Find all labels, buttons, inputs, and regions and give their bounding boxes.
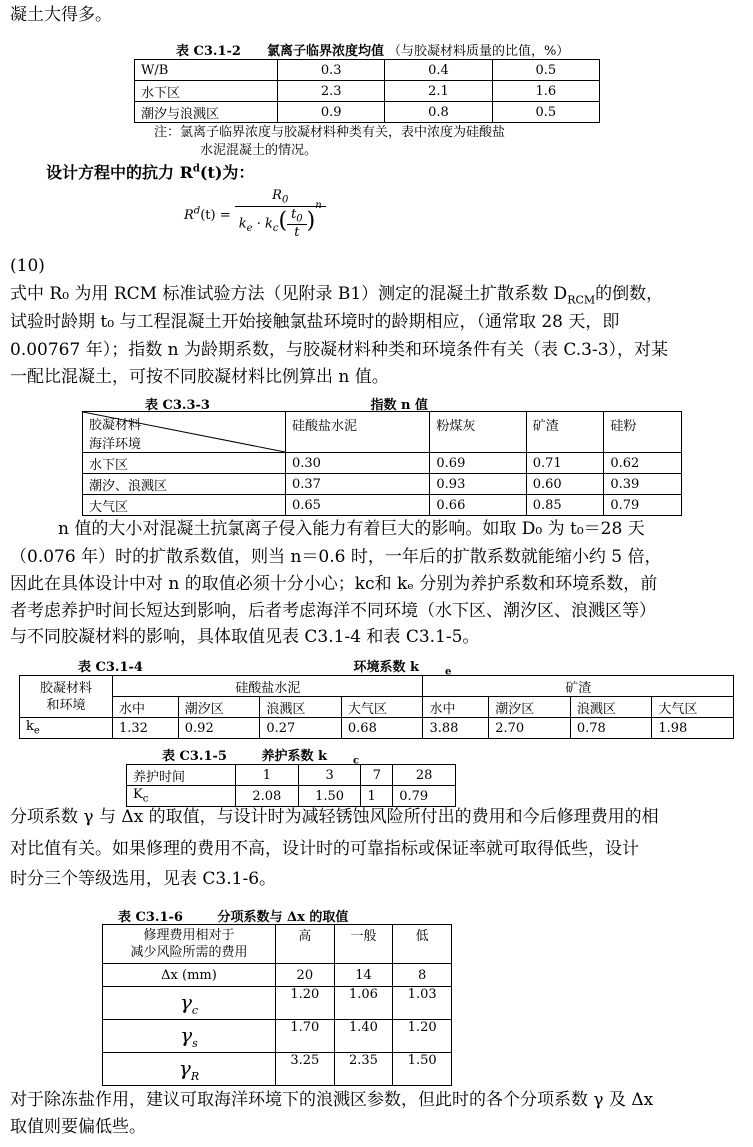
table-header-cell: 硅粉: [604, 412, 682, 453]
table-row-label: Δx (mm): [103, 964, 276, 987]
table-row-label-text: k: [26, 719, 34, 735]
gamma-subscript: s: [192, 1036, 198, 1050]
table-row: [135, 81, 600, 102]
table-cell: 0.4: [385, 60, 492, 81]
resistance-heading-sup: d: [192, 163, 200, 175]
resistance-formula: [184, 188, 326, 240]
table-row-label: [103, 1053, 276, 1086]
table-c314-number: 表 C3.1-4: [78, 660, 143, 675]
table-cell: 1: [236, 765, 299, 786]
formula-ratio-num: t: [291, 206, 297, 222]
table-group-header: 矿渣: [423, 676, 734, 697]
table-group-header: 硅酸盐水泥: [113, 676, 423, 697]
formula-exponent: n: [315, 199, 322, 211]
table-cell: 潮汐与浪溅区: [135, 102, 278, 123]
table-cell: 0.71: [526, 453, 604, 474]
intro-line: 凝土大得多。: [10, 5, 112, 25]
table-cell: 1.32: [113, 718, 179, 739]
table-cell: 1.03: [393, 987, 452, 1020]
table-cell: 1.20: [276, 987, 335, 1020]
table-c312-number: 表 C3.1-2: [176, 44, 241, 59]
table-subheader-cell: 潮汐区: [489, 697, 571, 718]
formula-ke-sub: e: [246, 222, 253, 234]
table-cell: 2.08: [236, 786, 299, 807]
table-cell: 1.98: [652, 718, 734, 739]
table-c315-number: 表 C3.1-5: [162, 749, 227, 764]
table-cell: 大气区: [83, 495, 286, 516]
table-c312-note-2: 水泥混凝土的情况。: [200, 143, 318, 158]
table-c333: [82, 411, 682, 516]
table-cell: 8: [393, 964, 452, 987]
gamma-symbol: γ: [180, 1022, 193, 1047]
table-cell: 14: [334, 964, 393, 987]
table-row-label: 养护时间: [127, 765, 236, 786]
table-c316-title: 分项系数与 Δx 的取值: [217, 910, 349, 925]
table-cell: 3: [298, 765, 361, 786]
table-subheader-cell: 潮汐区: [178, 697, 260, 718]
formula-lhs-sup: d: [193, 205, 201, 217]
table-cell: 0.62: [604, 453, 682, 474]
table-cell: 28: [393, 765, 456, 786]
gamma-symbol: γ: [179, 989, 192, 1014]
table-c333-number: 表 C3.3-3: [145, 398, 210, 413]
para2-line-4: 者考虑养护时间长短达到影响，后者考虑海洋不同环境（水下区、潮汐区、浪溅区等）: [10, 601, 656, 621]
table-cell: 潮汐、浪溅区: [83, 474, 286, 495]
para3-line-3: 时分三个等级选用，见表 C3.1-6。: [10, 869, 277, 889]
formula-ratio: [287, 207, 307, 241]
formula-fraction: $R_0$ $k_e \cdot k_c$( $\frac{t_0}{t}$ )$^n$: [235, 188, 326, 240]
table-cell: 1: [361, 786, 393, 807]
table-subheader-cell: 浪溅区: [570, 697, 652, 718]
table-level-cell: 一般: [334, 925, 393, 964]
formula-numerator: R: [272, 188, 282, 203]
table-row: [83, 453, 682, 474]
table-subheader-cell: 水中: [113, 697, 179, 718]
table-row-label: [103, 1020, 276, 1053]
table-row: [103, 987, 452, 1020]
table-header-cell: 硅酸盐水泥: [286, 412, 430, 453]
table-row-label: [20, 718, 113, 739]
formula-ratio-num-sub: 0: [296, 213, 303, 225]
table-subheader-cell: 水中: [423, 697, 489, 718]
table-corner-top: 胶凝材料: [89, 418, 142, 433]
table-cell: 3.88: [423, 718, 489, 739]
table-row: [103, 1053, 452, 1086]
table-cell: 0.68: [341, 718, 423, 739]
table-cell: 2.70: [489, 718, 571, 739]
para3-line-1: 分项系数 γ 与 Δx 的取值，与设计时为减轻锈蚀风险所付出的费用和今后修理费用的相: [10, 807, 659, 827]
table-cell: 0.93: [430, 474, 526, 495]
table-cell: 2.35: [334, 1053, 393, 1086]
table-row: [103, 1020, 452, 1053]
table-c314-title: [353, 660, 452, 678]
formula-lhs: R: [184, 207, 194, 223]
table-row-label-text: K: [133, 787, 143, 803]
table-left-header-top: 胶凝材料: [39, 680, 92, 696]
gamma-subscript: c: [191, 1003, 199, 1017]
table-row-label: [103, 987, 276, 1020]
para1-line-3: 0.00767 年）；指数 n 为龄期系数，与胶凝材料种类和环境条件有关（表 C.3-3），对某: [10, 340, 669, 360]
table-cell: 0.69: [430, 453, 526, 474]
table-cell: 0.5: [492, 60, 599, 81]
table-cell: 3.25: [276, 1053, 335, 1086]
table-c312: [134, 59, 600, 123]
table-cell: 2.1: [385, 81, 492, 102]
table-c333-title: 指数 n 值: [370, 398, 428, 413]
para1-line-4: 一配比混凝土，可按不同胶凝材料比例算出 n 值。: [10, 367, 389, 387]
table-row: [127, 765, 456, 786]
para2-line-2: （0.076 年）时的扩散系数值，则当 n＝0.6 时，一年后的扩散系数就能缩小约 5 倍，: [10, 547, 662, 567]
table-row: [83, 495, 682, 516]
table-cell: 0.66: [430, 495, 526, 516]
table-cell: 0.60: [526, 474, 604, 495]
para1-line-2: 试验时龄期 t₀ 与工程混凝土开始接触氯盐环境时的龄期相应，（通常取 28 天，即: [10, 312, 620, 332]
table-subheader-cell: 浪溅区: [260, 697, 342, 718]
table-row: [103, 964, 452, 987]
para4-line-2: 取值则要偏低些。: [10, 1117, 146, 1137]
table-c316: [102, 924, 452, 1086]
table-row: [135, 102, 600, 123]
table-c312-note-1: 注：氯离子临界浓度与胶凝材料种类有关，表中浓度为硅酸盐: [154, 125, 506, 140]
table-row: [20, 697, 734, 718]
table-left-header-bottom: 和环境: [46, 697, 86, 713]
table-c315-title-text: 养护系数 k: [261, 749, 328, 764]
table-row-label-sub: e: [33, 725, 40, 737]
table-c312-title: 氯离子临界浓度均值: [266, 44, 384, 59]
table-cell: 水下区: [83, 453, 286, 474]
table-cell: 0.5: [492, 102, 599, 123]
table-cell: 0.79: [604, 495, 682, 516]
table-left-header: [20, 676, 113, 718]
table-c315: [126, 764, 456, 807]
formula-kc: k: [264, 215, 273, 231]
table-cell: 1.20: [393, 1020, 452, 1053]
table-subheader-cell: 大气区: [341, 697, 423, 718]
table-cell: 0.8: [385, 102, 492, 123]
para2-line-3: 因此在具体设计中对 n 的取值必须十分小心；kᴄ和 kₑ 分别为养护系数和环境系数，前: [10, 574, 658, 594]
table-c316-number: 表 C3.1-6: [118, 910, 183, 925]
table-cell: 0.92: [178, 718, 260, 739]
table-c312-caption: [176, 40, 595, 59]
para3-line-2: 对比值有关。如果修理的费用不高，设计时的可靠指标或保证率就可取得低些，设计: [10, 839, 639, 859]
table-c315-title: [261, 749, 360, 767]
table-c314-title-sub: e: [445, 666, 452, 678]
table-cell: 水下区: [135, 81, 278, 102]
formula-numerator-sub: 0: [281, 194, 289, 206]
resistance-heading: [46, 160, 254, 183]
table-cell: 0.78: [570, 718, 652, 739]
para2-line-1: n 值的大小对混凝土抗氯离子侵入能力有着巨大的影响。如取 D₀ 为 t₀＝28 天: [58, 519, 645, 539]
table-cell: W/B: [135, 60, 278, 81]
table-cell: 1.06: [334, 987, 393, 1020]
resistance-heading-text: 设计方程中的抗力 R: [46, 163, 193, 182]
table-corner-cell: [83, 412, 286, 453]
table-cell: 0.37: [286, 474, 430, 495]
table-c314: [19, 675, 734, 739]
table-cell: 0.39: [604, 474, 682, 495]
table-cell: 20: [276, 964, 335, 987]
table-corner-bottom: 海洋环境: [89, 437, 142, 452]
gamma-symbol: γ: [178, 1055, 191, 1080]
table-cell: 7: [361, 765, 393, 786]
para1-line-1-tail: 的倒数，: [595, 284, 664, 304]
table-subheader-cell: 大气区: [652, 697, 734, 718]
table-row: [20, 676, 734, 697]
table-row: [103, 925, 452, 964]
table-cell: 0.9: [278, 102, 385, 123]
table-head-line-1: 修理费用相对于: [143, 928, 235, 943]
table-cell: 2.3: [278, 81, 385, 102]
table-cell: 1.50: [298, 786, 361, 807]
table-cell: 0.30: [286, 453, 430, 474]
table-cell: 0.3: [278, 60, 385, 81]
para4-line-1: 对于除冻盐作用，建议可取海洋环境下的浪溅区参数，但此时的各个分项系数 γ 及 Δx: [10, 1090, 654, 1110]
formula-lhs-arg: (t) =: [200, 207, 231, 223]
table-cell: 0.27: [260, 718, 342, 739]
para1-line-1-text: 式中 R₀ 为用 RCM 标准试验方法（见附录 B1）测定的混凝土扩散系数 D: [10, 284, 568, 304]
table-head-cell: [103, 925, 276, 964]
table-cell: 0.85: [526, 495, 604, 516]
table-c316-caption: [118, 906, 374, 925]
table-c312-title-note: （与胶凝材料质量的比值，%）: [387, 44, 570, 59]
equation-number: (10): [10, 256, 45, 276]
formula-kc-sub: c: [272, 222, 279, 234]
para1-rcm-sub: RCM: [567, 293, 596, 307]
formula-ratio-den: t: [294, 225, 300, 241]
table-cell: 1.6: [492, 81, 599, 102]
resistance-heading-tail: (t)为：: [199, 163, 255, 182]
table-header-cell: 粉煤灰: [430, 412, 526, 453]
table-level-cell: 低: [393, 925, 452, 964]
table-row-label-sub: c: [142, 793, 149, 805]
table-cell: 0.79: [393, 786, 456, 807]
table-c315-title-sub: c: [353, 755, 360, 767]
table-header-cell: 矿渣: [526, 412, 604, 453]
table-row: [83, 412, 682, 453]
table-row: [135, 60, 600, 81]
table-cell: 0.65: [286, 495, 430, 516]
table-level-cell: 高: [276, 925, 335, 964]
table-cell: 1.70: [276, 1020, 335, 1053]
gamma-subscript: R: [190, 1069, 200, 1083]
para2-line-5: 与不同胶凝材料的影响，具体取值见表 C3.1-4 和表 C3.1-5。: [10, 627, 480, 647]
formula-ke: k: [238, 215, 247, 231]
table-cell: 1.50: [393, 1053, 452, 1086]
table-cell: 1.40: [334, 1020, 393, 1053]
table-c314-title-text: 环境系数 k: [353, 660, 420, 675]
table-head-line-2: 减少风险所需的费用: [130, 945, 248, 960]
table-row: [83, 474, 682, 495]
table-row: [20, 718, 734, 739]
